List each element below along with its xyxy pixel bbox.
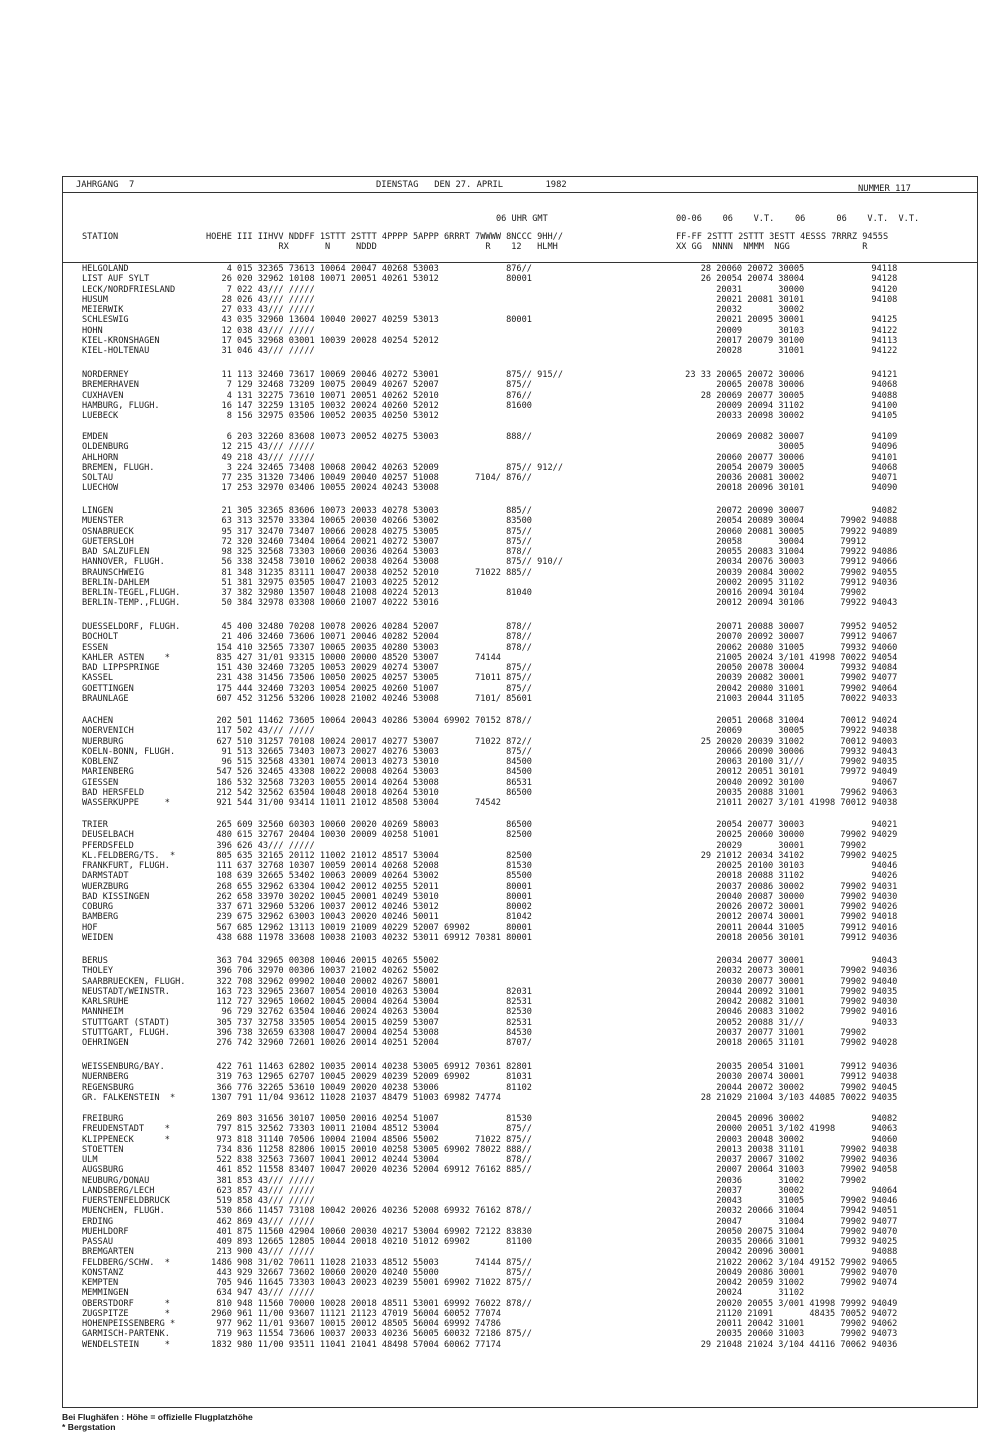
synop-data: 4 015 32365 73613 10064 20047 40268 53003 876// 26 020 32962 10108 10071 20051 40261 53012 80001 7 022 43/// ///// 28 026 43/// ///// 27 033 43/// ///// 43 035 32960 13604 10040 20027 40259 53013 80001 12 038 43/// ///// 17 045 32968 03001 10039 20028 40254 52012 31 046 43/// ///// [221,264,532,356]
footnote-airports: Bei Flughäfen : Höhe = offizielle Flugplatzhöhe [62,1412,253,1422]
issue-number: NUMMER 117 [858,184,911,194]
section-data: 28 20060 20072 30005 94118 26 20054 20074 38004 94128 20031 30000 94120 20021 20081 30101 94108 20032 30002 20021 20095 30001 94125 20009 30103 94122 20017 20079 30100 94113 20028 31001 94122 [700,264,898,356]
section-data: 20072 20090 30007 94082 20054 20089 30004 79902 94088 20060 20081 30005 79922 94089 20058 30004 79912 20055 20083 31004 79922 94086 20034 20076 30003 79912 94066 20039 20084 30002 79902 94055 20002 20095 31102 79912 94036 20016 20094 30104 79902 20012 20094 30106 79922 94043 [716,506,898,609]
station-names: BERUS THOLEY SAARBRUECKEN, FLUGH. NEUSTADT/WEINSTR. KARLSRUHE MANNHEIM STUTTGART (STADT) STUTTGART, FLUGH. OEHRINGEN [82,956,186,1048]
station-names: AACHEN NOERVENICH NUERBURG KOELN-BONN, FLUGH. KOBLENZ MARIENBERG GIESSEN BAD HERSFELD WASSERKUPPE * [82,716,176,808]
section-column-header: FF-FF 2STTT 2STTT 3ESTT 4ESSS 7RRRZ 9455S [676,232,889,242]
synop-data: 6 203 32260 83608 10073 20052 40275 53003 888// 12 215 43/// ///// 49 218 43/// ///// 3 224 32465 73408 10068 20042 40263 52009 875// 912// 77 235 31320 73406 10049 20040 40257 51008 7104/ 876// 17 253 32970 03406 10055 20024 40243 53008 [221,432,563,494]
station-column-header: STATION [82,232,119,242]
station-names: EMDEN OLDENBURG AHLHORN BREMEN, FLUGH. SOLTAU LUECHOW [82,432,155,494]
station-names: TRIER DEUSELBACH PFERDSFELD KL.FELDBERG/TS. * FRANKFURT, FLUGH. DARMSTADT WUERZBURG BAD KISSINGEN COBURG BAMBERG HOF WEIDEN [82,820,176,943]
synop-column-header: HOEHE III IIHVV NDDFF 1STTT 2STTT 4PPPP 5APPP 6RRRT 7WWWW 8NCCC 9HH// [206,232,563,242]
synop-data: 202 501 11462 73605 10064 20043 40286 53004 69902 70152 878// 117 502 43/// ///// 627 510 31257 70108 10024 20017 40277 53007 71022 872// 91 513 32665 73403 10073 20027 40276 53003 875// 96 515 32568 43301 10074 20013 40273 53010 84500 547 526 32465 43308 10022 20008 40264 53003 84500 186 532 32568 73203 10055 20014 40264 53008 86531 212 542 32562 63504 10048 20018 40264 53010 86500 921 544 31/00 93414 11011 21012 48508 53004 74542 [216,716,532,808]
observation-time: 06 UHR GMT [496,214,548,224]
synop-column-subheader: RX N NDDD R 12 HLMH [206,242,558,252]
station-names: NORDERNEY BREMERHAVEN CUXHAVEN HAMBURG, FLUGH. LUEBECK [82,370,160,421]
section-data: 20054 20077 30003 94021 20025 20060 30000 79902 94029 20029 30001 79902 29 21012 20034 34102 79902 94025 20025 20100 30103 94046 20018 20088 31102 94026 20037 20086 30002 79902 94031 20040 20087 30000 79902 94030 20026 20072 30001 79902 94026 20012 20074 30001 79902 94018 20011 20044 31005 79912 94016 20018 20056 30101 79912 94036 [700,820,898,943]
station-names: HELGOLAND LIST AUF SYLT LECK/NORDFRIESLAND HUSUM MEIERWIK SCHLESWIG HOHN KIEL-KRONSHAGEN KIEL-HOLTENAU [82,264,176,356]
header-divider [62,262,978,263]
volume-label: JAHRGANG 7 [76,180,135,190]
section-data: 20035 20054 31001 79912 94036 20030 20074 30001 79912 94038 20044 20072 30002 79902 94045 28 21029 21004 3/103 44085 70022 94035 [700,1062,898,1103]
synop-data: 21 305 32365 83606 10073 20033 40278 53003 885// 63 313 32570 33304 10065 20030 40266 53002 83500 95 317 32470 73407 10066 20028 40275 53005 875// 72 320 32460 73404 10064 20021 40272 53007 875// 98 325 32568 73303 10060 20036 40264 53003 878// 56 338 32458 73010 10062 20038 40264 53008 875// 910// 81 348 31235 83111 10047 20038 40252 52010 71022 885// 51 381 32975 03505 10047 21003 40225 52012 37 382 32980 13507 10048 21008 40224 52013 81040 50 384 32978 03308 10060 21007 40222 53016 [221,506,563,609]
section-data: 20045 20096 30002 94082 20000 20051 3/102 41998 94063 20003 20048 30002 94060 20013 20038 31101 79902 94038 20037 20067 31002 79902 94036 20007 20064 31003 79902 94058 20036 31002 79902 20037 30002 94064 20043 31005 79902 94046 20032 20066 31004 79942 94051 20047 31004 79902 94077 20050 20075 31004 79902 94070 20035 20066 31001 79932 94025 20042 20096 30001 94088 21022 20062 3/104 49152 79902 94065 20049 20086 30001 79902 94070 20042 20059 31002 79902 94074 20024 31102 20020 20055 3/001 41998 79992 94049 21120 21091 48435 70052 94072 20011 20042 31001 79902 94062 20035 20060 31003 79902 94073 29 21048 21024 3/104 44116 70062 94036 [700,1114,898,1350]
synop-data: 422 761 11463 62802 10035 20014 40238 53005 69912 70361 82801 319 763 12965 62707 10045 20029 40239 52009 69902 81031 366 776 32265 53610 10049 20020 40238 53006 81102 1307 791 11/04 93612 11028 21037 48479 51003 69982 74774 [211,1062,532,1103]
title-divider [62,192,978,193]
station-names: DUESSELDORF, FLUGH. BOCHOLT ESSEN KAHLER ASTEN * BAD LIPPSPRINGE KASSEL GOETTINGEN BRAUNLAGE [82,622,181,704]
section-data: 20069 20082 30007 94109 30005 94096 20060 20077 30006 94101 20054 20079 30005 94068 20036 20081 30002 94071 20018 20096 30101 94090 [716,432,898,494]
station-names: LINGEN MUENSTER OSNABRUECK GUETERSLOH BAD SALZUFLEN HANNOVER, FLUGH. BRAUNSCHWEIG BERLIN-DAHLEM BERLIN-TEGEL,FLUGH. BERLIN-TEMP.,FLUGH. [82,506,181,609]
station-names: FREIBURG FREUDENSTADT * KLIPPENECK * STOETTEN ULM AUGSBURG NEUBURG/DONAU LANDSBERG/LECH FUERSTENFELDBRUCK MUENCHEN, FLUGH. ERDING MUEHLDORF PASSAU BREMGARTEN FELDBERG/SCHW. * KONSTANZ KEMPTEN MEMMINGEN OBERSTDORF * ZUGSPITZE * HOHENPEISSENBERG * GARMISCH-PARTENK. WENDELSTEIN * [82,1114,176,1350]
section-data: 20071 20088 30007 79952 94052 20070 20092 30007 79912 94067 20062 20080 31005 79932 94060 21005 20024 3/101 41998 70022 94054 20050 20078 30004 79932 94084 20039 20082 30001 79902 94077 20042 20080 31001 79902 94064 21003 20044 31105 70022 94033 [716,622,898,704]
period-header: 00-06 06 V.T. 06 06 V.T. V.T. [676,214,920,224]
section-data: 20051 20068 31004 70012 94024 20069 30005 79922 94038 25 20020 20039 31002 70012 94003 20066 20090 30006 79932 94043 20063 20100 31/// 79902 94035 20012 20051 30101 79972 94049 20040 20092 30100 94067 20035 20088 31001 79962 94063 21011 20027 3/101 41998 70012 94038 [700,716,898,808]
section-data: 23 33 20065 20072 30006 94121 20065 20078 30006 94068 28 20069 20077 30005 94088 20009 20094 31102 94100 20033 20098 30002 94105 [685,370,898,421]
synop-data: 45 400 32480 70208 10078 20026 40284 52007 878// 21 406 32460 73606 10071 20046 40282 52004 878// 154 410 32565 73307 10065 20035 40280 53003 878// 835 427 31/01 93315 10000 20000 48520 53007 74144 151 430 32460 73205 10053 20029 40274 53007 875// 231 438 31456 73506 10050 20025 40257 53005 71011 875// 175 444 32460 73203 10054 20025 40260 51007 875// 607 452 31256 53206 10028 21002 40246 53008 7101/ 85601 [216,622,532,704]
synop-data: 269 803 31656 30107 10050 20016 40254 51007 81530 797 815 32562 73303 10011 21004 48512 53004 875// 973 818 31140 70506 10004 21004 48506 55002 71022 875// 734 836 11258 82806 10015 20010 40258 53005 69902 78022 888// 522 838 32563 73607 10041 20012 40244 53004 878// 461 852 11558 83407 10047 20020 40236 52004 69912 76162 885// 381 853 43/// ///// 623 857 43/// ///// 519 858 43/// ///// 530 866 11457 73108 10042 20026 40236 52008 69932 76162 878// 462 869 43/// ///// 401 875 11560 42904 10060 20030 40217 53004 69902 72122 83830 409 893 12665 12805 10044 20018 40210 51012 69902 81100 213 900 43/// ///// 1486 908 31/02 70611 11028 21033 48512 55003 74144 875// 443 929 32667 73602 10060 20020 40240 55000 875// 705 946 11645 73303 10043 20023 40239 55001 69902 71022 875// 634 947 43/// ///// 810 948 11560 70000 10028 20018 48511 53001 69992 76022 878// 2960 961 11/00 93607 11121 21123 47019 56004 60052 77074 977 962 11/01 93607 10015 20012 48505 56004 69992 74786 719 963 11554 73606 10037 20033 40236 56005 60032 72186 875// 1832 980 11/00 93511 11041 21041 48498 57004 60062 77174 [211,1114,532,1350]
synop-data: 11 113 32460 73617 10069 20046 40272 53001 875// 915// 7 129 32468 73209 10075 20049 40267 52007 875// 4 131 32275 73610 10071 20051 40262 52010 876// 16 147 32259 13105 10032 20024 40260 52012 81600 8 156 32975 03506 10052 20035 40250 53012 [221,370,563,421]
synop-data: 363 704 32965 00308 10046 20015 40265 55002 396 706 32970 00306 10037 21002 40262 55002 322 708 32962 09902 10040 20002 40267 58001 163 723 32965 23607 10054 20010 40263 53004 82031 112 727 32965 10602 10045 20004 40264 53004 82531 96 729 32762 63504 10046 20024 40263 53004 82530 305 737 32758 33505 10054 20015 40259 53007 82531 396 738 32659 63308 10047 20004 40254 53008 84530 276 742 32960 72601 10026 20014 40251 52004 8707/ [216,956,532,1048]
date-label: DIENSTAG DEN 27. APRIL 1982 [376,180,567,190]
footnote-mountain-station: * Bergstation [62,1422,116,1432]
section-column-subheader: XX GG NNNN NMMM NGG R [676,242,868,252]
station-names: WEISSENBURG/BAY. NUERNBERG REGENSBURG GR. FALKENSTEIN * [82,1062,176,1103]
section-data: 20034 20077 30001 94043 20032 20073 30001 79902 94036 20030 20077 30001 79902 94040 20044 20092 31001 79902 94035 20042 20082 31001 79902 94030 20046 20083 31002 79902 94016 20052 20088 31/// 94033 20037 20077 31001 79902 20018 20065 31101 79902 94028 [716,956,898,1048]
synop-data: 265 609 32560 60303 10060 20020 40269 58003 86500 480 615 32767 20404 10030 20009 40258 51001 82500 396 626 43/// ///// 805 635 32165 20112 11002 21012 48517 53004 82500 111 637 32768 10307 10059 20014 40268 52008 81530 108 639 32665 53402 10063 20009 40264 53002 85500 268 655 32962 63304 10042 20012 40255 52011 80001 262 658 33970 30202 10045 20001 40249 53010 80001 337 671 32960 53206 10037 20012 40246 53012 80002 239 675 32962 63003 10043 20020 40246 50011 81042 567 685 12962 13113 10019 21009 40229 52007 69902 80001 438 688 11978 33608 10038 21003 40232 53011 69912 70381 80001 [216,820,532,943]
